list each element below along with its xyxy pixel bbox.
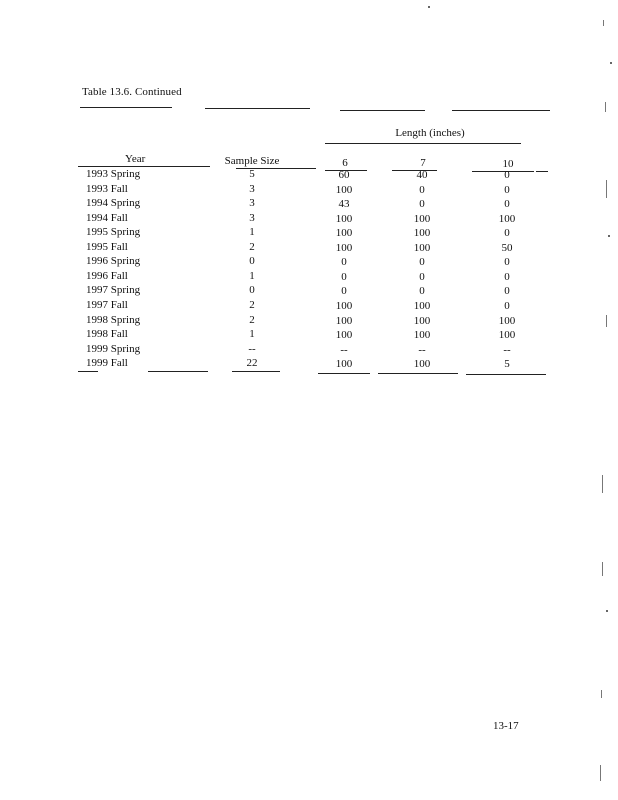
- cell-length-7: 100: [413, 212, 431, 225]
- cell-length-6: 100: [335, 329, 353, 342]
- cell-year: 1999 Fall: [86, 357, 128, 370]
- cell-length-6: 100: [335, 183, 353, 196]
- bottom-rule-3: [232, 371, 280, 372]
- header-rule-7: [536, 171, 548, 172]
- cell-year: 1995 Fall: [86, 240, 128, 253]
- cell-length-7: 100: [413, 241, 431, 254]
- cell-length-6: 100: [335, 299, 353, 312]
- cell-length-7: 0: [419, 270, 425, 283]
- length-7-header: 7: [420, 157, 426, 169]
- cell-length-10: 0: [504, 169, 510, 181]
- cell-length-6: 100: [335, 241, 353, 254]
- cell-sample-size: 3: [249, 211, 255, 224]
- cell-sample-size: 3: [249, 197, 255, 210]
- cell-length-6: 100: [335, 227, 353, 240]
- cell-year: 1993 Fall: [86, 182, 128, 195]
- top-rule-3: [340, 110, 425, 111]
- cell-length-10: 0: [504, 256, 510, 269]
- scan-dot: [606, 610, 608, 612]
- cell-year: 1994 Fall: [86, 211, 128, 224]
- cell-length-7: 0: [419, 285, 425, 298]
- scan-mark: [606, 180, 607, 198]
- cell-length-6: --: [340, 343, 348, 356]
- scan-mark: [600, 765, 601, 781]
- cell-year: 1999 Spring: [86, 342, 141, 355]
- sample-size-header: Sample Size: [224, 155, 280, 167]
- cell-length-10: 0: [504, 299, 510, 312]
- cell-year: 1995 Spring: [86, 226, 141, 239]
- cell-length-7: 100: [413, 314, 431, 327]
- cell-length-7: --: [418, 343, 426, 356]
- cell-length-6: 0: [341, 285, 347, 298]
- cell-year: 1997 Spring: [86, 284, 141, 297]
- cell-length-10: 0: [504, 198, 510, 211]
- cell-length-6: 100: [335, 314, 353, 327]
- cell-sample-size: 22: [246, 357, 258, 370]
- scan-dot: [428, 6, 430, 8]
- cell-length-10: 100: [498, 329, 516, 342]
- cell-year: 1997 Fall: [86, 298, 128, 311]
- cell-length-7: 100: [413, 299, 431, 312]
- cell-sample-size: 5: [249, 168, 255, 180]
- cell-length-10: 0: [504, 270, 510, 283]
- cell-year: 1993 Spring: [86, 168, 141, 180]
- cell-year: 1994 Spring: [86, 197, 141, 210]
- scan-dot: [608, 235, 610, 237]
- cell-year: 1996 Fall: [86, 269, 128, 282]
- cell-sample-size: 2: [249, 298, 255, 311]
- cell-length-10: 0: [504, 285, 510, 298]
- cell-length-10: 100: [498, 314, 516, 327]
- cell-length-7: 0: [419, 183, 425, 196]
- header-rule-2: [100, 166, 210, 167]
- header-rule-1: [78, 166, 100, 167]
- bottom-rule-6: [466, 374, 546, 375]
- cell-year: 1998 Spring: [86, 313, 141, 326]
- top-rule-4: [452, 110, 550, 111]
- bottom-rule-1: [78, 371, 98, 372]
- cell-length-10: 0: [504, 183, 510, 196]
- page-number: 13-17: [493, 720, 519, 732]
- cell-length-7: 0: [419, 256, 425, 269]
- cell-length-6: 43: [338, 198, 350, 211]
- scan-mark: [601, 690, 602, 698]
- cell-length-7: 100: [413, 329, 431, 342]
- cell-length-7: 40: [416, 169, 428, 181]
- length-group-rule: [325, 143, 521, 144]
- scan-mark: [606, 315, 607, 327]
- cell-sample-size: --: [248, 342, 256, 355]
- scan-mark: [602, 562, 603, 576]
- cell-sample-size: 0: [249, 284, 255, 297]
- cell-length-7: 0: [419, 198, 425, 211]
- cell-year: 1998 Fall: [86, 328, 128, 341]
- cell-length-10: 100: [498, 212, 516, 225]
- length-10-header: 10: [502, 158, 514, 170]
- cell-length-6: 100: [335, 212, 353, 225]
- scan-mark: [602, 475, 603, 493]
- year-header: Year: [125, 153, 146, 165]
- cell-sample-size: 1: [249, 226, 255, 239]
- top-rule-2: [205, 108, 310, 109]
- cell-sample-size: 1: [249, 328, 255, 341]
- cell-length-7: 100: [413, 227, 431, 240]
- cell-length-6: 0: [341, 270, 347, 283]
- bottom-rule-5: [378, 373, 458, 374]
- cell-sample-size: 0: [249, 255, 255, 268]
- cell-sample-size: 1: [249, 269, 255, 282]
- scan-mark: [605, 102, 606, 112]
- cell-length-10: --: [503, 343, 511, 356]
- bottom-rule-4: [318, 373, 370, 374]
- cell-length-7: 100: [413, 358, 431, 371]
- cell-length-10: 50: [501, 241, 513, 254]
- cell-sample-size: 3: [249, 182, 255, 195]
- cell-length-6: 60: [338, 169, 350, 181]
- length-group-header: Length (inches): [395, 127, 465, 139]
- cell-sample-size: 2: [249, 240, 255, 253]
- cell-length-10: 0: [504, 227, 510, 240]
- bottom-rule-2: [148, 371, 208, 372]
- scan-mark: [603, 20, 604, 26]
- table-caption: Table 13.6. Continued: [82, 86, 182, 98]
- cell-length-6: 0: [341, 256, 347, 269]
- cell-year: 1996 Spring: [86, 255, 141, 268]
- cell-length-6: 100: [335, 358, 353, 371]
- cell-sample-size: 2: [249, 313, 255, 326]
- scan-dot: [610, 62, 612, 64]
- top-rule-1: [80, 107, 172, 108]
- cell-length-10: 5: [504, 358, 510, 371]
- length-6-header: 6: [342, 157, 348, 169]
